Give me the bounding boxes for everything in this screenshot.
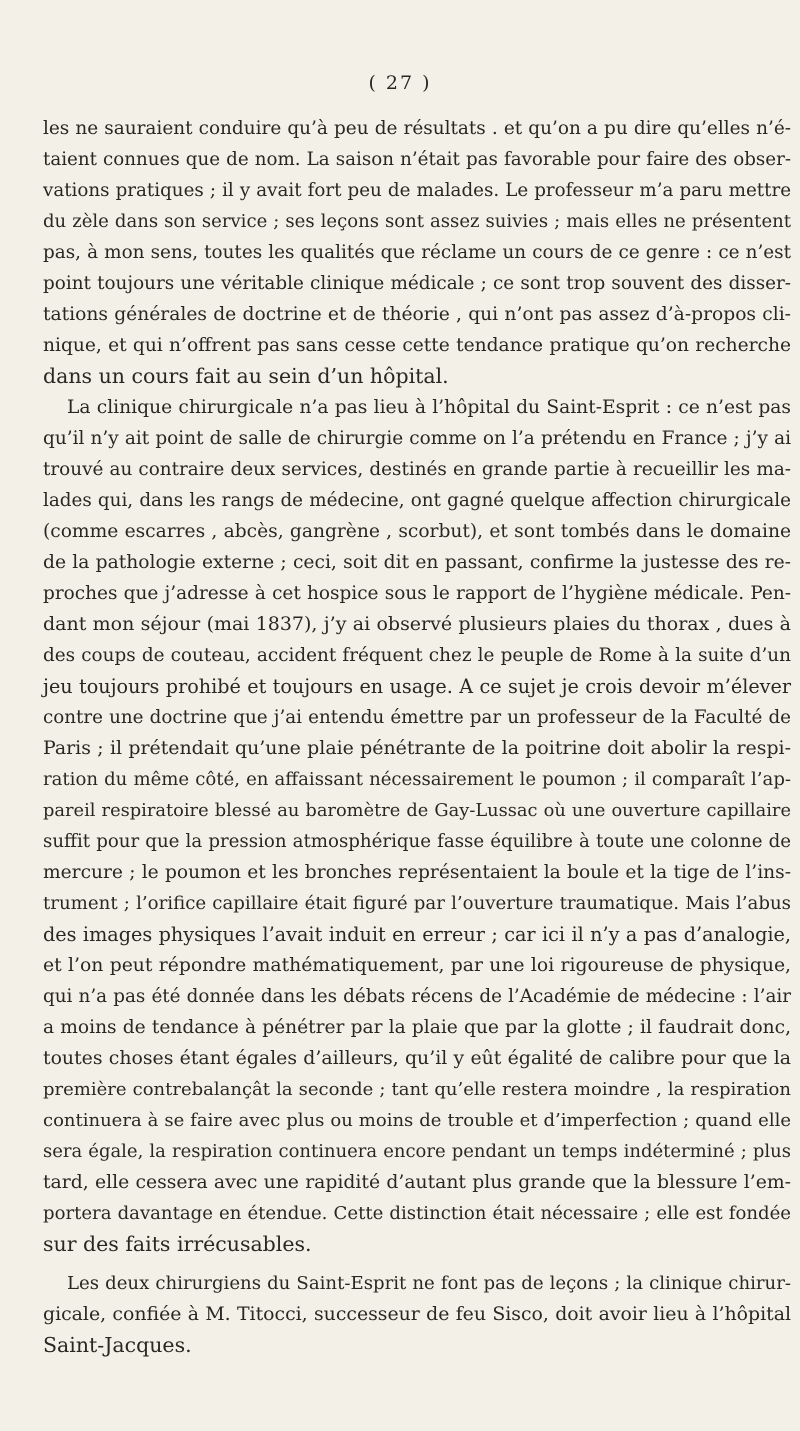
text-line: dans un cours fait au sein d’un hôpital. xyxy=(43,364,449,388)
text-line: lades qui, dans les rangs de médecine, ont gagné quelque affection chirurgicale xyxy=(43,490,791,511)
paragraph-1 xyxy=(43,113,791,392)
text-line: et l’on peut répondre mathématiquement, par une loi rigoureuse de physique, xyxy=(43,955,791,976)
text-line: des images physiques l’avait induit en erreur ; car ici il n’y a pas d’analogie, xyxy=(43,923,791,946)
text-line: trument ; l’orifice capillaire était figuré par l’ouverture traumatique. Mais l’abus xyxy=(43,893,791,914)
text-line: de la pathologie externe ; ceci, soit dit en passant, confirme la justesse des re- xyxy=(43,552,791,573)
text-line: sera égale, la respiration continuera encore pendant un temps indéterminé ; plus xyxy=(43,1141,791,1162)
text-line: continuera à se faire avec plus ou moins de trouble et d’imperfection ; quand elle xyxy=(43,1110,791,1131)
text-line: du zèle dans son service ; ses leçons sont assez suivies ; mais elles ne présentent xyxy=(43,211,791,232)
text-line: vations pratiques ; il y avait fort peu de malades. Le professeur m’a paru mettre xyxy=(43,180,791,201)
text-line: tations générales de doctrine et de théorie , qui n’ont pas assez d’à-propos cli- xyxy=(43,304,791,325)
text-line: Paris ; il prétendait qu’une plaie pénétrante de la poitrine doit abolir la respi- xyxy=(43,737,791,759)
text-line: dant mon séjour (mai 1837), j’y ai observé plusieurs plaies du thorax , dues à xyxy=(43,613,791,635)
text-line: qu’il n’y ait point de salle de chirurgie comme on l’a prétendu en France ; j’y ai xyxy=(43,428,791,449)
text-line: trouvé au contraire deux services, destinés en grande partie à recueillir les ma- xyxy=(43,459,791,480)
page-number: ( 27 ) xyxy=(368,72,432,94)
text-line: tard, elle cessera avec une rapidité d’autant plus grande que la blessure l’em- xyxy=(43,1172,791,1193)
text-line: a moins de tendance à pénétrer par la plaie que par la glotte ; il faudrait donc, xyxy=(43,1017,791,1038)
text-line: Les deux chirurgiens du Saint-Esprit ne font pas de leçons ; la clinique chirur- xyxy=(67,1273,791,1294)
text-line: Saint-Jacques. xyxy=(43,1333,192,1357)
body-text xyxy=(43,113,791,1361)
text-line: mercure ; le poumon et les bronches représentaient la boule et la tige de l’ins- xyxy=(43,862,791,883)
text-line: première contrebalançât la seconde ; tant qu’elle restera moindre , la respiration xyxy=(43,1079,791,1100)
text-line: proches que j’adresse à cet hospice sous le rapport de l’hygiène médicale. Pen- xyxy=(43,583,791,604)
text-line: pareil respiratoire blessé au baromètre de Gay-Lussac où une ouverture capillaire xyxy=(43,800,791,821)
text-line: (comme escarres , abcès, gangrène , scorbut), et sont tombés dans le domaine xyxy=(43,521,791,542)
text-line: les ne sauraient conduire qu’à peu de résultats . et qu’on a pu dire qu’elles n’é- xyxy=(43,118,791,139)
paragraph-3 xyxy=(43,1268,791,1361)
text-line: point toujours une véritable clinique médicale ; ce sont trop souvent des disser- xyxy=(43,273,791,294)
text-line: des coups de couteau, accident fréquent chez le peuple de Rome à la suite d’un xyxy=(43,645,791,666)
text-line: taient connues que de nom. La saison n’était pas favorable pour faire des obser- xyxy=(43,149,791,170)
text-line: jeu toujours prohibé et toujours en usage. A ce sujet je crois devoir m’élever xyxy=(43,675,791,698)
text-line: toutes choses étant égales d’ailleurs, qu’il y eût égalité de calibre pour que la xyxy=(43,1047,791,1069)
text-line: suffit pour que la pression atmosphérique fasse équilibre à toute une colonne de xyxy=(43,831,791,852)
text-line: ration du même côté, en affaissant nécessairement le poumon ; il comparaît l’ap- xyxy=(43,769,791,790)
text-line: La clinique chirurgicale n’a pas lieu à l’hôpital du Saint-Esprit : ce n’est pas xyxy=(67,397,791,418)
paragraph-2 xyxy=(43,392,791,1260)
text-line: portera davantage en étendue. Cette distinction était nécessaire ; elle est fondée xyxy=(43,1203,791,1224)
text-line: qui n’a pas été donnée dans les débats récens de l’Académie de médecine : l’air xyxy=(43,986,791,1007)
text-line: gicale, confiée à M. Titocci, successeur de feu Sisco, doit avoir lieu à l’hôpital xyxy=(43,1303,791,1325)
text-line: contre une doctrine que j’ai entendu émettre par un professeur de la Faculté de xyxy=(43,707,791,728)
text-line: pas, à mon sens, toutes les qualités que réclame un cours de ce genre : ce n’est xyxy=(43,242,791,263)
text-line: nique, et qui n’offrent pas sans cesse cette tendance pratique qu’on recherche xyxy=(43,335,791,356)
text-line: sur des faits irrécusables. xyxy=(43,1232,312,1256)
